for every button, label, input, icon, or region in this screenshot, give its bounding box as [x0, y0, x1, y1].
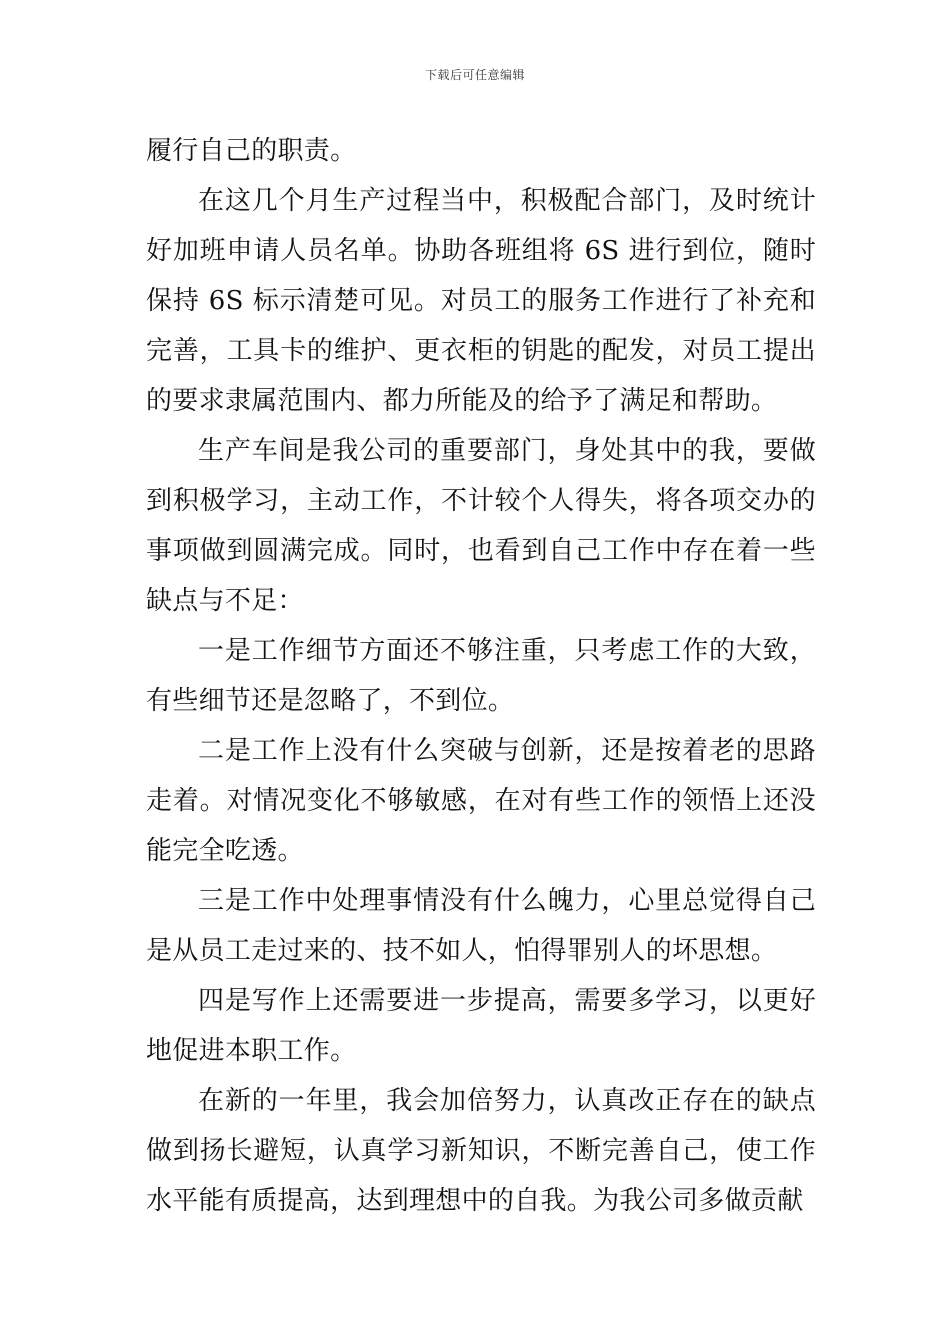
paragraph-3: 生产车间是我公司的重要部门，身处其中的我，要做到积极学习，主动工作，不计较个人得失，将各项交办的事项做到圆满完成。同时，也看到自己工作中存在着一些缺点与不足：	[146, 436, 816, 616]
paragraph-1: 履行自己的职责。	[146, 136, 357, 166]
paragraph-8: 在新的一年里，我会加倍努力，认真改正存在的缺点做到扬长避短，认真学习新知识，不断完善自己，使工作水平能有质提高，达到理想中的自我。为我公司多做贡献	[146, 1086, 816, 1216]
paragraph-5: 二是工作上没有什么突破与创新，还是按着老的思路走着。对情况变化不够敏感，在对有些工作的领悟上还没能完全吃透。	[146, 736, 816, 866]
page-header-note: 下载后可任意编辑	[424, 68, 525, 82]
paragraph-4: 一是工作细节方面还不够注重，只考虑工作的大致，有些细节还是忽略了，不到位。	[146, 636, 816, 716]
paragraph-2: 在这几个月生产过程当中，积极配合部门，及时统计好加班申请人员名单。协助各班组将 6S 进行到位，随时保持 6S 标示清楚可见。对员工的服务工作进行了补充和完善，工具卡的维护、更衣柜的钥匙的配发，对员工提出的要求隶属范围内、都力所能及的给予了满足和帮助。	[146, 186, 816, 416]
paragraph-7: 四是写作上还需要进一步提高，需要多学习，以更好地促进本职工作。	[146, 986, 816, 1066]
document-body	[146, 126, 816, 1226]
paragraph-6: 三是工作中处理事情没有什么魄力，心里总觉得自己是从员工走过来的、技不如人，怕得罪别人的坏思想。	[146, 886, 816, 966]
